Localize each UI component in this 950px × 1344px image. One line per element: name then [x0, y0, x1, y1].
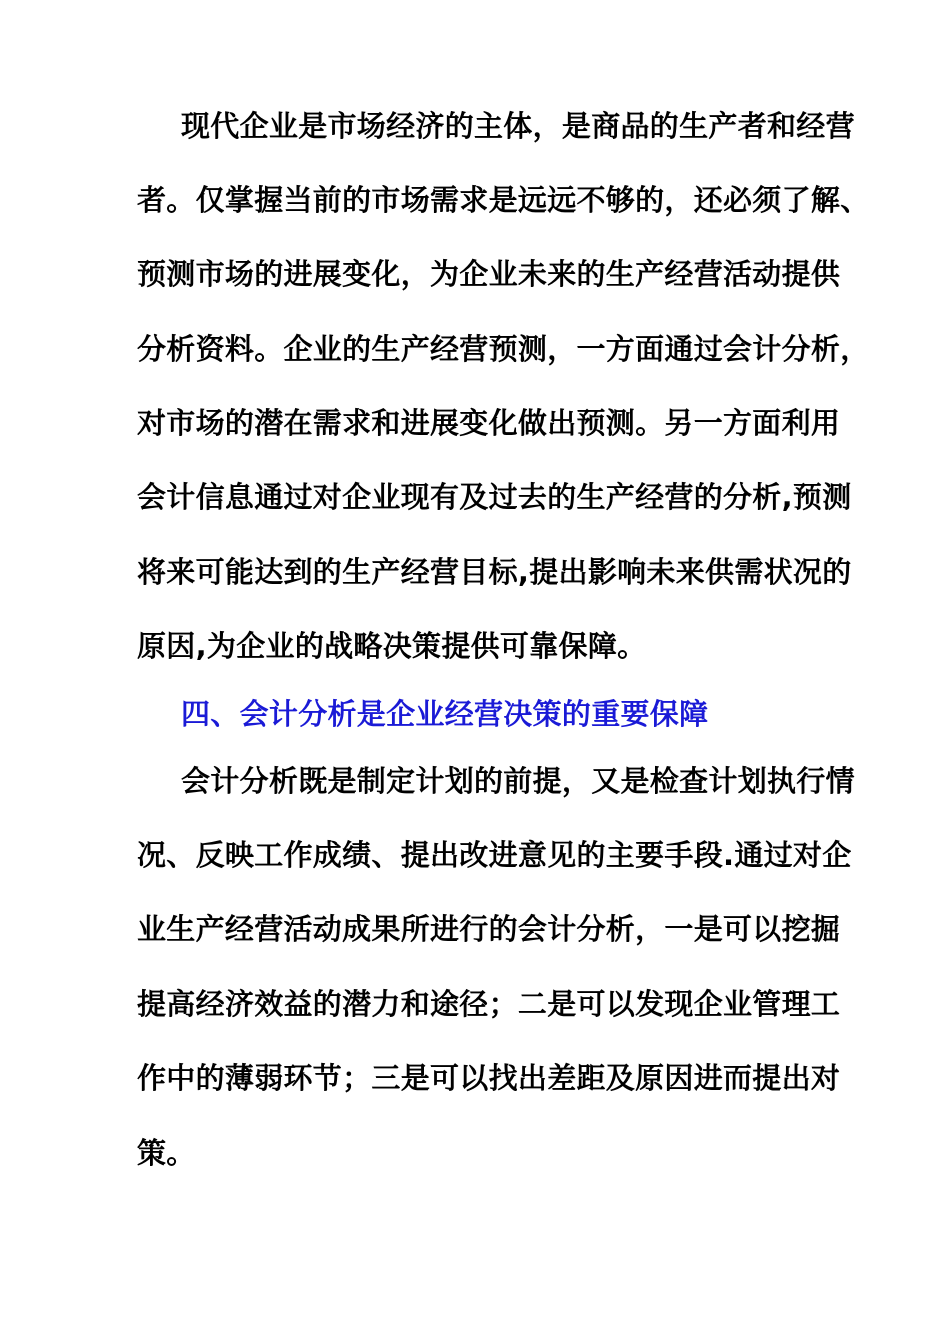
paragraph-1-line-4: 分析资料。企业的生产经营预测，一方面通过会计分析， — [137, 332, 870, 366]
paragraph-2-line-6: 策。 — [137, 1136, 196, 1170]
section-heading: 四、会计分析是企业经营决策的重要保障 — [181, 697, 709, 731]
paragraph-2-line-1: 会计分析既是制定计划的前提，又是检查计划执行情 — [181, 764, 855, 798]
paragraph-2-line-5: 作中的薄弱环节；三是可以找出差距及原因进而提出对 — [137, 1061, 841, 1095]
paragraph-1-line-6: 会计信息通过对企业现有及过去的生产经营的分析,预测 — [137, 480, 852, 514]
paragraph-2-line-3: 业生产经营活动成果所进行的会计分析，一是可以挖掘 — [137, 912, 841, 946]
paragraph-1-line-1: 现代企业是市场经济的主体，是商品的生产者和经营 — [181, 109, 855, 143]
paragraph-1-line-2: 者。仅掌握当前的市场需求是远远不够的，还必须了解、 — [137, 183, 870, 217]
paragraph-1-line-7: 将来可能达到的生产经营目标,提出影响未来供需状况的 — [137, 555, 852, 589]
paragraph-1-line-5: 对市场的潜在需求和进展变化做出预测。另一方面利用 — [137, 406, 841, 440]
paragraph-1-line-3: 预测市场的进展变化，为企业未来的生产经营活动提供 — [137, 257, 841, 291]
paragraph-2-line-2: 况、反映工作成绩、提出改进意见的主要手段.通过对企 — [137, 838, 852, 872]
paragraph-2-line-4: 提高经济效益的潜力和途径；二是可以发现企业管理工 — [137, 987, 841, 1021]
paragraph-1-line-8: 原因,为企业的战略决策提供可靠保障。 — [137, 629, 647, 663]
